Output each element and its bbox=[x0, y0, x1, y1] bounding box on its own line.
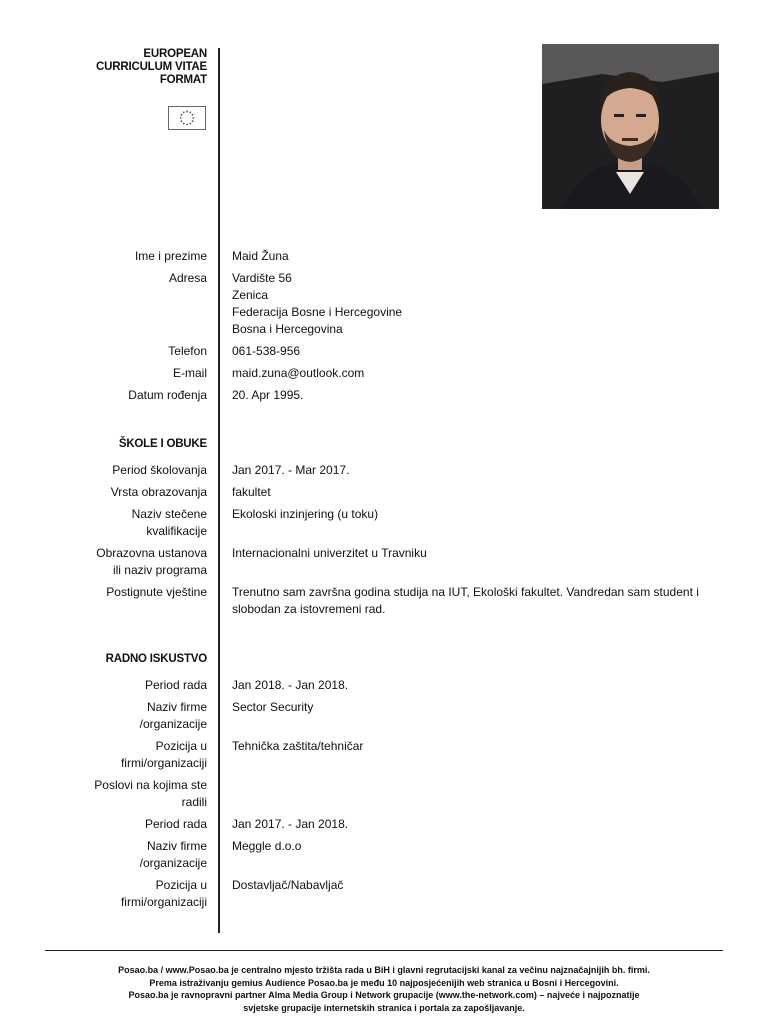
label-line: ili naziv programa bbox=[112, 563, 207, 577]
value-work-period: Jan 2018. - Jan 2018. bbox=[232, 678, 349, 692]
value-qualification: Ekoloski inzinjering (u toku) bbox=[232, 507, 379, 521]
label-education-type: Vrsta obrazovanja bbox=[110, 485, 207, 499]
label-address: Adresa bbox=[168, 271, 207, 285]
value-phone: 061-538-956 bbox=[232, 344, 301, 358]
footer-text bbox=[60, 964, 708, 1014]
label-line: Naziv stečene bbox=[131, 507, 207, 521]
label-line: Naziv firme bbox=[146, 700, 207, 714]
label-position bbox=[60, 877, 207, 911]
value-email: maid.zuna@outlook.com bbox=[232, 366, 365, 380]
footer-line: svjetske grupacije internetskih stranica i portala za zapošljavanje. bbox=[243, 1002, 525, 1013]
label-line: firmi/organizaciji bbox=[120, 756, 207, 770]
label-skills: Postignute vještine bbox=[106, 585, 207, 599]
title-line: CURRICULUM VITAE bbox=[96, 61, 207, 73]
address-line: Bosna i Hercegovina bbox=[232, 322, 343, 336]
label-line: Pozicija u bbox=[155, 878, 207, 892]
address-line: Vardište 56 bbox=[232, 271, 292, 285]
address-line: Zenica bbox=[232, 288, 269, 302]
value-company: Sector Security bbox=[232, 700, 314, 714]
label-qualification bbox=[60, 506, 207, 540]
value-line: Trenutno sam završna godina studija na IUT, Ekološki fakultet. Vandredan sam student i bbox=[232, 585, 699, 599]
label-email: E-mail bbox=[172, 366, 207, 380]
label-line: radili bbox=[181, 795, 207, 809]
label-position bbox=[60, 738, 207, 772]
address-line: Federacija Bosne i Hercegovine bbox=[232, 305, 403, 319]
footer-line: Posao.ba / www.Posao.ba je centralno mjesto tržišta rada u BiH i glavni regrutacijski kanal za večinu najznačajnijih bh. firmi. bbox=[118, 965, 650, 975]
label-work-period: Period rada bbox=[144, 817, 207, 831]
label-name: Ime i prezime bbox=[134, 249, 207, 263]
label-birthdate: Datum rođenja bbox=[128, 388, 207, 402]
value-position: Dostavljač/Nabavljač bbox=[232, 878, 344, 892]
section-heading-education: ŠKOLE I OBUKE bbox=[118, 438, 207, 450]
profile-photo bbox=[542, 44, 719, 209]
label-line: kvalifikacije bbox=[146, 524, 207, 538]
value-education-type: fakultet bbox=[232, 485, 271, 499]
vertical-divider bbox=[218, 48, 220, 933]
label-line: Poslovi na kojima ste bbox=[94, 778, 207, 792]
label-duties bbox=[60, 777, 207, 811]
label-line: Obrazovna ustanova bbox=[96, 546, 207, 560]
value-company: Meggle d.o.o bbox=[232, 839, 302, 853]
footer-line: Posao.ba je ravnopravni partner Alma Media Group i Network grupacije (www.the-network.com) – najveće i najpoznatije bbox=[128, 990, 640, 1000]
eu-flag-icon bbox=[168, 106, 206, 130]
title-line: FORMAT bbox=[159, 74, 207, 86]
label-study-period: Period školovanja bbox=[112, 463, 207, 477]
label-line: Pozicija u bbox=[155, 739, 207, 753]
label-phone: Telefon bbox=[168, 344, 207, 358]
label-line: /organizacije bbox=[139, 717, 207, 731]
value-skills bbox=[232, 584, 707, 618]
title-line: EUROPEAN bbox=[143, 48, 207, 60]
value-birthdate: 20. Apr 1995. bbox=[232, 388, 304, 402]
label-company bbox=[60, 838, 207, 872]
footer-line: Prema istraživanju gemius Audience Posao.ba je među 10 najposjećenijih web stranica u Bosni i Hercegovini. bbox=[149, 977, 619, 988]
value-institution: Internacionalni univerzitet u Travniku bbox=[232, 546, 427, 560]
value-position: Tehnička zaštita/tehničar bbox=[232, 739, 364, 753]
value-address bbox=[232, 270, 707, 338]
label-work-period: Period rada bbox=[144, 678, 207, 692]
section-heading-experience: RADNO ISKUSTVO bbox=[105, 653, 207, 665]
label-line: firmi/organizaciji bbox=[120, 895, 207, 909]
footer-divider bbox=[45, 950, 723, 951]
label-line: Naziv firme bbox=[146, 839, 207, 853]
value-line: slobodan za istovremeni rad. bbox=[232, 602, 386, 616]
cv-format-title bbox=[60, 48, 207, 87]
label-company bbox=[60, 699, 207, 733]
label-line: /organizacije bbox=[139, 856, 207, 870]
value-work-period: Jan 2017. - Jan 2018. bbox=[232, 817, 349, 831]
label-institution bbox=[60, 545, 207, 579]
value-name: Maid Žuna bbox=[232, 249, 289, 263]
value-study-period: Jan 2017. - Mar 2017. bbox=[232, 463, 350, 477]
